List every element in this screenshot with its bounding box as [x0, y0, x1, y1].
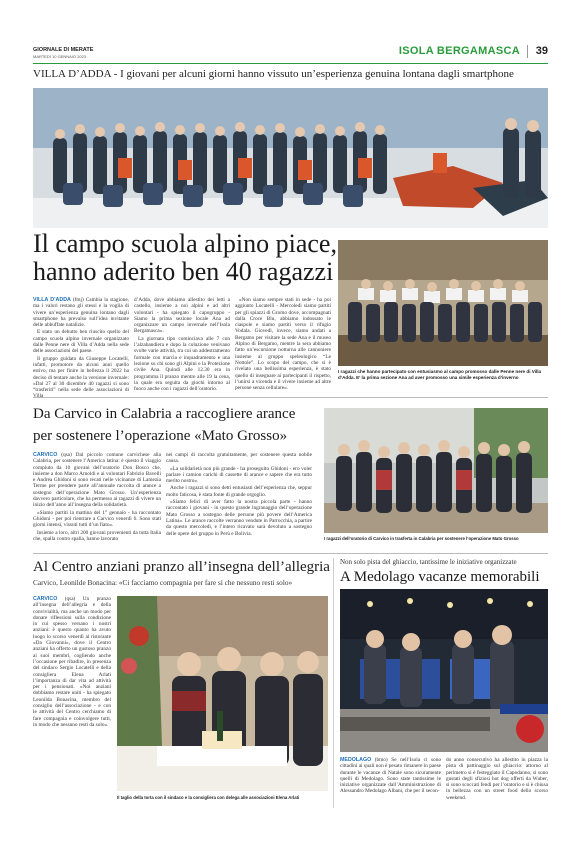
article1-headline-line2: hanno aderito ben 40 ragazzi	[33, 257, 334, 286]
article3-loc-ref: (qsa)	[64, 596, 76, 602]
article2-paragraph: nei campi di raccolta gratuitamente, per sostenere questa nobile causa.	[166, 452, 312, 465]
article2-photo-caption: I ragazzi dell’oratorio di Carvico in trasferta in Calabria per sostenere l’operazione Mato Grosso	[324, 536, 519, 541]
article4-location: MEDOLAGO	[340, 757, 372, 763]
article1-paragraph: «Non siamo sempre stati in sede - ha poi aggiunto Locatelli - Mercoledì siamo partiti per gli spiazzi di Gromo dove, accompagnati dalla Croce Blu, abbiamo indossato le ciaspole e siamo partiti verso il rifugio Vodala. Giovedì, invece, siamo andati a Bergamo per visitare la sede Ana e il museo Alpino di Bergamo, mentre la sera abbiamo fatto un’escursione notturna alle cannoniere insieme al gruppo speleologico “Le Nottole”. Lo scopo del campo, che si è rivelato una bellissima esperienza, è stato quello di insegnare ai partecipanti il rispetto, l’unirsi a vicenda e il vivere insieme ad altre persone senza cellulare».	[235, 297, 331, 392]
article2-headline-line1: Da Carvico in Calabria a raccogliere arance	[33, 406, 296, 422]
column-divider	[333, 558, 334, 808]
cake-cutting-photo	[117, 596, 328, 791]
carvico-youth-photo	[324, 408, 548, 533]
masthead	[33, 45, 548, 63]
article2-column-2	[166, 452, 312, 538]
article2-paragraph: Anche i ragazzi si sono detti entusiasti dell’esperienza che, seppur molto faticosa, è stata fonte di grande orgoglio.	[166, 485, 312, 498]
article2-paragraph: «La solidarietà non più grande - ha proseguito Ghidoni - ero voler parlare i camion carichi di cassette di arance e sapere che era tutto merito nostro».	[166, 465, 312, 485]
article1-kicker: VILLA D’ADDA - I giovani per alcuni giorni hanno vissuto un’esperienza genuina lontana dagli smartphone	[33, 68, 514, 80]
article1-paragraph: La giornata tipo cominciava alle 7 con l’alzabandiera e dopo la colazione venivano svolte varie attività, tra cui un addestramento formale con marcia e inquadramento e una lezione su chi sono gli Alpini e la Protezione civile Ana. Quindi alle 12.30 era in programma il pranzo mentre alle 19 la cena, la quale era seguita da giochi intorno al fuoco anche con i ragazzi dell’oratorio.	[134, 335, 230, 393]
article2-column-1	[33, 452, 161, 543]
article1-location: VILLA D’ADDA	[33, 297, 71, 303]
article1-paragraph: Il gruppo guidato da Giuseppe Locatelli, infatti, promotore da alcuni anni quello estivo, ma per finire in bellezza il 2022 ha deciso di tentare anche la versione invernale: «Dal 27 al 30 dicembre 40 ragazzi si sono “trasferiti” nella sede delle associazioni di	[33, 355, 129, 394]
youth-indoor-photo	[338, 240, 548, 366]
section-rule	[33, 553, 548, 554]
article1-headline-line1: Il campo scuola alpino piace,	[33, 229, 337, 258]
article1-column-2	[134, 297, 230, 393]
alpine-group-photo	[33, 88, 548, 228]
paper-name: GIORNALE DI MERATE	[33, 47, 94, 53]
article3-photo-caption: Il taglio della torta con il sindaco e la consigliera con delega alle associazioni Elena Arlati	[117, 795, 300, 800]
article4-paragraph: do anno consecutivo ha allestito in piazza la pista di pattinaggio sul ghiaccio: attorno al perimetro si è festeggiato il Capodanno, si sono gustati degli sfiziosi hot dog offerti da Wuber, si sono scoccati fendi per l’oratorio e si è chiusa in bellezza con un street food dello scorso weekend.	[446, 757, 548, 801]
article2-location: CARVICO	[33, 452, 58, 458]
page-number: 39	[535, 45, 548, 57]
article4-column-1	[340, 757, 441, 796]
article2-headline-line2: per sostenere l’operazione «Mato Grosso»	[33, 428, 288, 444]
masthead-rule	[33, 63, 548, 64]
section-rule	[33, 397, 548, 398]
article4-column-2	[446, 757, 548, 802]
article4-headline: A Medolago vacanze memorabili	[340, 569, 540, 585]
article1-column-1	[33, 297, 129, 401]
article1-paragraph: Cambia la stagione, ma i valori restano gli stessi e la voglia di vivere un’esperienza genuina lontano dagli smartphone ha prevalso sull’idea invitante delle abbuffate natalizie.	[33, 297, 129, 329]
article3-location: CARVICO	[33, 596, 58, 602]
section-title: ISOLA BERGAMASCA	[398, 45, 520, 57]
article2-paragraph: Insieme a loro, altri 200 giovani provenienti da tutta Italia che, spalla contro spalla, hanno lavorato	[33, 529, 161, 542]
article2-paragraph: «Siamo partiti la mattina del 1° gennaio - ha raccontato Ghidoni - per poi rientrare a Carvico venerdì 6. Sono stati giorni intensi, vissuti tutti d’un fiato».	[33, 509, 161, 529]
article1-photo-caption: I ragazzi che hanno partecipato con entusiasmo al campo promosso dalle Penne nere di Villa d’Adda. E’ la prima sezione Ana ad aver promosso una simile esperienza d’inverno	[338, 369, 542, 380]
medolago-skating-photo	[340, 589, 548, 752]
article1-paragraph: E stato un debutto ben riuscito quello del campo scuola alpino invernale organizzato dalle Penne nere di Villa d’Adda nella sede delle associazioni del paese.	[33, 329, 129, 355]
article2-loc-ref: (qsa)	[61, 452, 72, 458]
article1-loc-ref: (fmj)	[72, 297, 84, 303]
article1-column-3	[235, 297, 331, 392]
article3-subhead: Carvico, Leonilde Bonacina: «Ci facciamo compagnia per fare sì che nessuno resti solo»	[33, 578, 293, 587]
article2-paragraph: «Siamo felici di aver fatto la nostra piccola parte - hanno raccontato i giovani - in questo grande ingranaggio dell’operazione Mato Grosso a sostegno delle persone più povere dell’America Latina». Le arance raccolte verranno vendute in Parrocchia, a partire da questo mercoledì, e l’intero ricavato sarà devoluto a sostegno delle opere del gruppo in Perù e Bolivia.	[166, 499, 312, 537]
article1-paragraph: d’Adda, dove abbiamo allestito dei letti a castello, insieme a noi alpini e ad altri volontari - ha spiegato il capogruppo - Siamo la prima sezione locale Ana ad organizzare un campo invernale nell’Isola Bergamasca».	[134, 297, 230, 335]
article4-paragraph: Se nell’Isola ci sono cittadini ai quali non è pesato rimanere in paese durante le vacanze di Natale sono sicuramente quelli di Medolago. Sono state tantissime le iniziative organizzate dall’Amministrazione di Alessandro Medolago Albani, che per il secon-	[340, 757, 441, 795]
article3-column-1	[33, 596, 111, 729]
article2-paragraph: Dal piccolo comune carvichese alla Calabria, per sostenere l’America latina: è questo il viaggio compiuto da 10 giovani dell’oratorio Don Bosco che, insieme a don Marco Arnoldi e ai volontari Fabrizio Bavelli e Andrea Ghidoni si sono recati nelle vicinanze di Lamezia Terme per prendere parte all’annuale raccolta di arance a sostegno dell’operazione Mato Grosso. Un’esperienza davvero particolare, che ha permesso ai ragazzi di vivere un inizio dell’anno all’insegna della solidarietà.	[33, 452, 161, 509]
article4-kicker: Non solo pista del ghiaccio, tantissime le iniziative organizzate	[340, 558, 517, 566]
issue-date: MARTEDÌ 10 GENNAIO 2023	[33, 54, 87, 59]
article4-loc-ref: (bmo)	[374, 757, 388, 763]
article3-headline: Al Centro anziani pranzo all’insegna dell’allegria	[33, 559, 330, 575]
article3-paragraph: Un pranzo all’insegna dell’allegria e della convivialità, ma anche un modo per donare riflessioni sulla condizione in cui spesso versano i nostri anziani: è questo quanto ha avuto luogo lo scorso venerdì al ristorante «Da Giovanni», dove il Centro anziani ha offerto un gustoso pranzo ai suoi membri, cogliendo anche l’occasione per ribadire, in presenza del sindaco Sergio Locatelli e della consigliera Elena Arlati l’importanza di dar vita ad attività per i pensionati. «Noi anziani dobbiamo restare uniti - ha spiegato Leonilda Bonacina, membro del consiglio dell’associazione - e con le attività del Centro cerchiamo di fare compagnia e coinvolgere tutti, in modo che nessuno resti da solo».	[33, 596, 111, 728]
section-divider	[527, 45, 528, 58]
